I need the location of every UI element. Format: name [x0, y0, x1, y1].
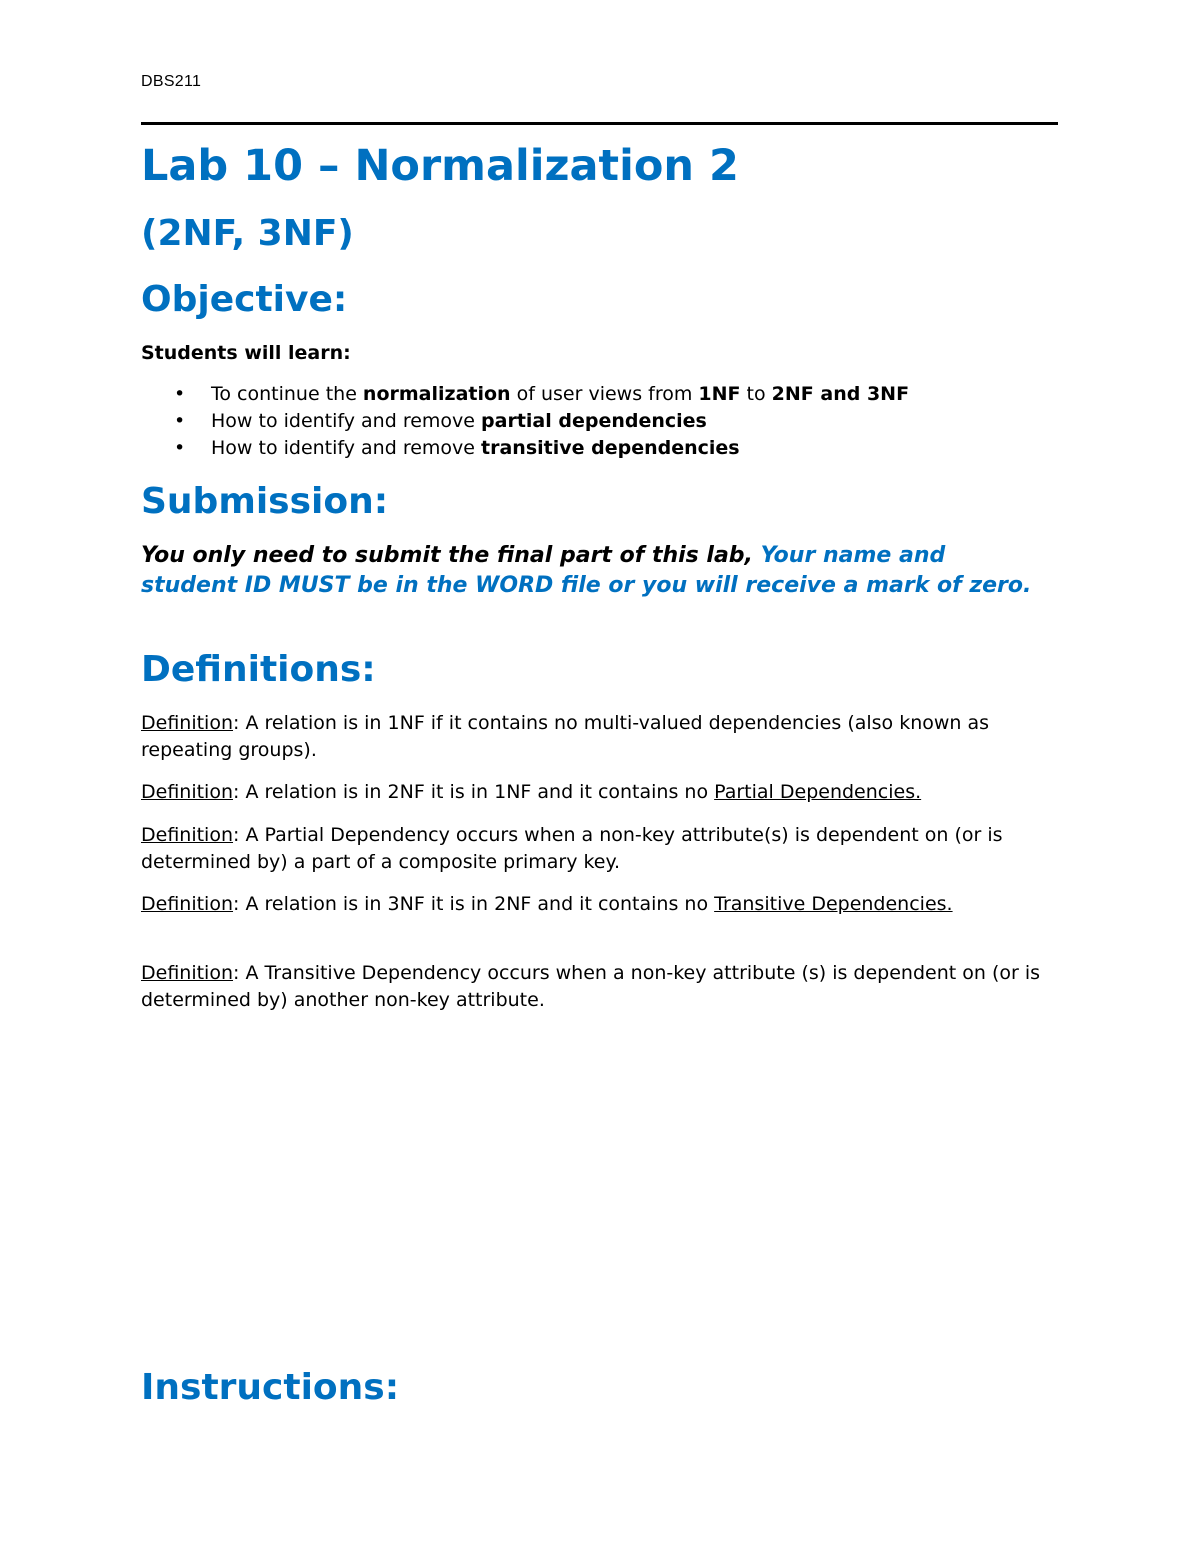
transitive-dependencies-link: Transitive Dependencies. — [714, 893, 953, 915]
bullet-icon: • — [174, 383, 186, 405]
page-subtitle: (2NF, 3NF) — [141, 213, 354, 254]
objective-list — [141, 381, 909, 462]
definition-1: Definition: A relation is in 1NF if it contains no multi-valued dependencies (also known as repeating groups). — [141, 712, 990, 761]
running-header: DBS211 — [141, 73, 202, 90]
definition-3: Definition: A Partial Dependency occurs when a non-key attribute(s) is dependent on (or is determined by) a part of a composite primary key. — [141, 824, 1003, 873]
list-item: • To continue the normalization of user views from 1NF to 2NF and 3NF — [141, 381, 909, 408]
objective-heading: Objective: — [141, 279, 348, 320]
definition-4: Definition: A relation is in 3NF it is in 2NF and it contains no Transitive Dependencies. — [141, 893, 953, 915]
submission-note: You only need to submit the final part of this lab, Your name and student ID MUST be in the WORD file or you will receive a mark of zero. — [141, 543, 1032, 598]
instructions-heading: Instructions: — [141, 1367, 400, 1408]
submission-heading: Submission: — [141, 481, 389, 522]
bullet-icon: • — [174, 437, 186, 459]
objective-lead: Students will learn: — [141, 342, 351, 364]
list-item: • How to identify and remove transitive dependencies — [141, 435, 909, 462]
header-rule — [141, 122, 1058, 125]
list-item: • How to identify and remove partial dependencies — [141, 408, 909, 435]
partial-dependencies-link: Partial Dependencies. — [714, 781, 922, 803]
definitions-heading: Definitions: — [141, 649, 376, 690]
definition-5: Definition: A Transitive Dependency occurs when a non-key attribute (s) is dependent on (or is determined by) another non-key attribute. — [141, 962, 1041, 1011]
bullet-icon: • — [174, 410, 186, 432]
definition-2: Definition: A relation is in 2NF it is in 1NF and it contains no Partial Dependencies. — [141, 781, 922, 803]
page-title: Lab 10 – Normalization 2 — [141, 141, 739, 191]
